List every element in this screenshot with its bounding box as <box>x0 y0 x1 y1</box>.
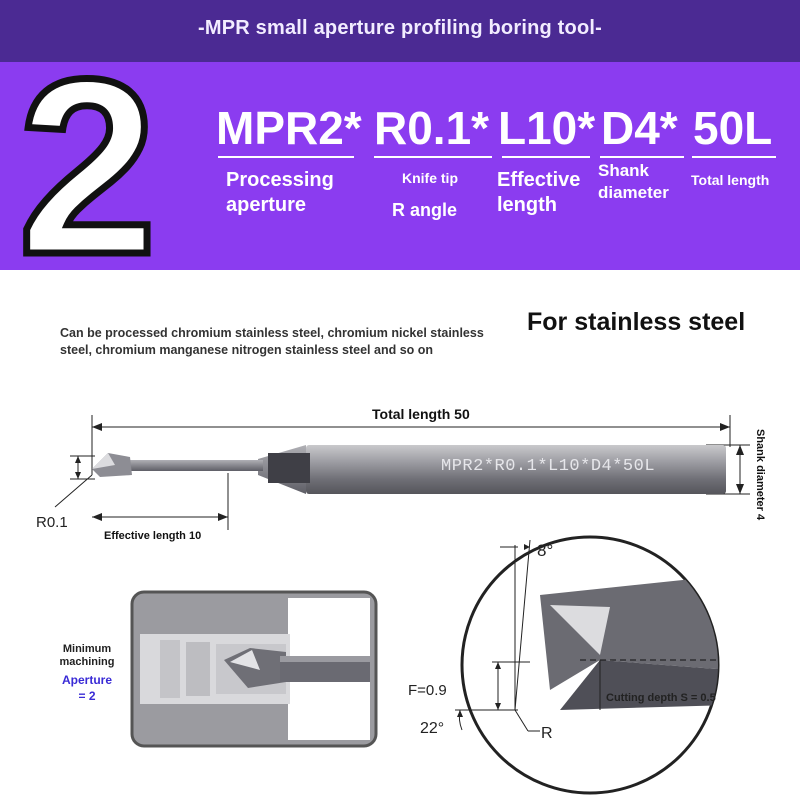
aperture-label: Minimum machining <box>59 643 115 668</box>
code-segment-radius: R0.1* <box>374 102 490 154</box>
label-effective-length: Effective length <box>497 169 581 216</box>
underline-total <box>692 156 776 158</box>
code-segment-total: 50L <box>693 102 773 154</box>
label-processing-aperture: Processing aperture <box>226 169 334 216</box>
aperture-detail-view <box>130 590 378 748</box>
tip-radius-label: R0.1 <box>36 514 68 531</box>
total-length-label: Total length 50 <box>372 406 470 422</box>
code-segment-aperture: MPR2* <box>216 102 362 154</box>
label-shank-diameter: Shank diameter <box>598 161 669 202</box>
aperture-value: = 2 <box>78 689 96 703</box>
code-segment-length: L10* <box>498 102 596 154</box>
lead-angle-label: 22° <box>420 720 445 737</box>
underline-length <box>502 156 590 158</box>
effective-length-label: Effective length 10 <box>104 530 202 542</box>
tool-engraving: MPR2*R0.1*L10*D4*50L <box>441 457 656 476</box>
relief-angle-label: 8° <box>537 541 554 560</box>
underline-diameter <box>600 156 684 158</box>
tip-detail-view <box>400 535 800 800</box>
radius-label: R <box>541 725 553 742</box>
aperture-label-highlight: Aperture <box>61 673 112 687</box>
label-r-angle: R angle <box>392 200 458 220</box>
application-title: For stainless steel <box>527 308 746 336</box>
application-description: Can be processed chromium stainless steel, chromium nickel stainless steel, chromium manganese nitrogen stainless steel and so on <box>60 326 484 357</box>
label-knife-tip: Knife tip <box>402 170 458 186</box>
cutting-depth-label: Cutting depth S = 0.5 <box>606 692 716 704</box>
shank-diameter-label: Shank diameter 4 <box>754 429 766 521</box>
label-total-length: Total length <box>691 172 770 188</box>
chamfer-label: F=0.9 <box>408 682 447 699</box>
code-segment-diameter: D4* <box>601 102 678 154</box>
series-number: 2 <box>18 27 158 306</box>
underline-radius <box>374 156 492 158</box>
underline-aperture <box>218 156 354 158</box>
page-title: -MPR small aperture profiling boring tool- <box>198 17 602 39</box>
